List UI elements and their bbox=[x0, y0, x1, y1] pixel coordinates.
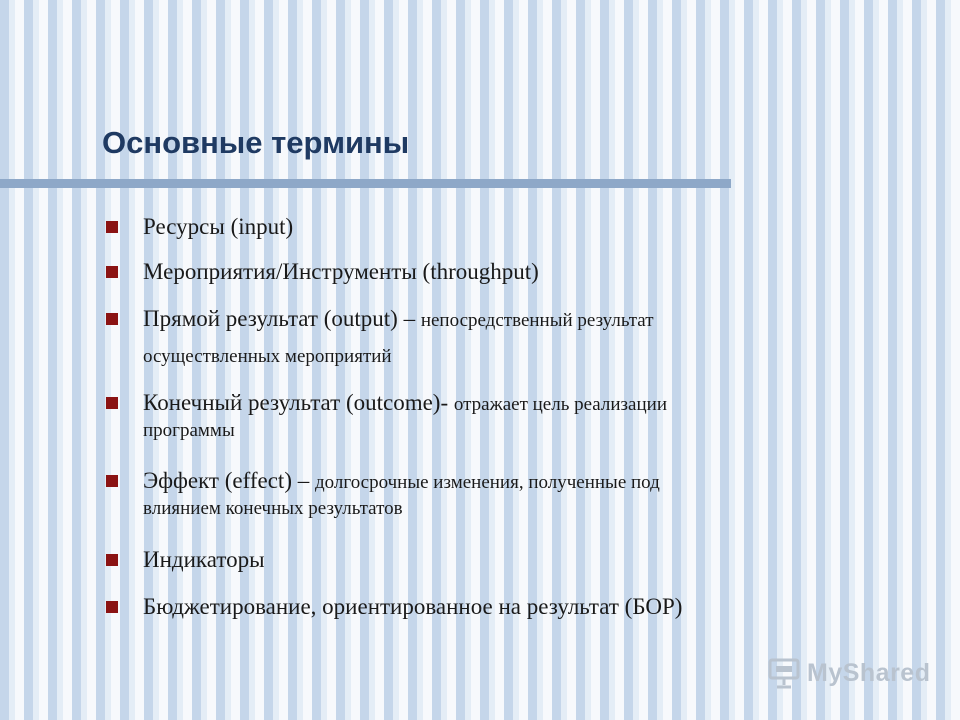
item-text: Мероприятия/Инструменты (throughput) bbox=[143, 259, 539, 284]
item-description-continued: программы bbox=[143, 420, 235, 441]
item-text: Эффект (effect) – bbox=[143, 468, 315, 493]
list-item bbox=[143, 545, 933, 575]
list-item bbox=[143, 466, 933, 524]
bullet-square-icon bbox=[106, 601, 118, 613]
bullet-square-icon bbox=[106, 313, 118, 325]
slide-title: Основные термины bbox=[102, 125, 410, 160]
watermark-logo bbox=[767, 655, 930, 691]
bullet-square-icon bbox=[106, 397, 118, 409]
item-description-continued: осуществленных мероприятий bbox=[143, 346, 392, 367]
item-description-continued: влиянием конечных результатов bbox=[143, 498, 403, 519]
item-text: Бюджетирование, ориентированное на результат (БОР) bbox=[143, 594, 683, 619]
item-text: Прямой результат (output) – bbox=[143, 306, 421, 331]
item-description: долгосрочные изменения, полученные под bbox=[314, 472, 660, 493]
list-item bbox=[143, 304, 933, 372]
item-description: непосредственный результат bbox=[420, 310, 654, 331]
item-text: Индикаторы bbox=[143, 547, 265, 572]
list-item bbox=[143, 592, 933, 622]
watermark-text: MyShared bbox=[807, 658, 931, 687]
item-description: отражает цель реализации bbox=[453, 394, 667, 415]
presentation-board-icon bbox=[767, 657, 801, 689]
item-text: Конечный результат (outcome)- bbox=[143, 390, 454, 415]
bullet-square-icon bbox=[106, 221, 118, 233]
list-item bbox=[143, 212, 933, 242]
item-text: Ресурсы (input) bbox=[143, 214, 294, 239]
bullet-square-icon bbox=[106, 554, 118, 566]
list-item bbox=[143, 257, 933, 287]
bullet-square-icon bbox=[106, 266, 118, 278]
bullet-square-icon bbox=[106, 475, 118, 487]
list-item bbox=[143, 388, 933, 446]
